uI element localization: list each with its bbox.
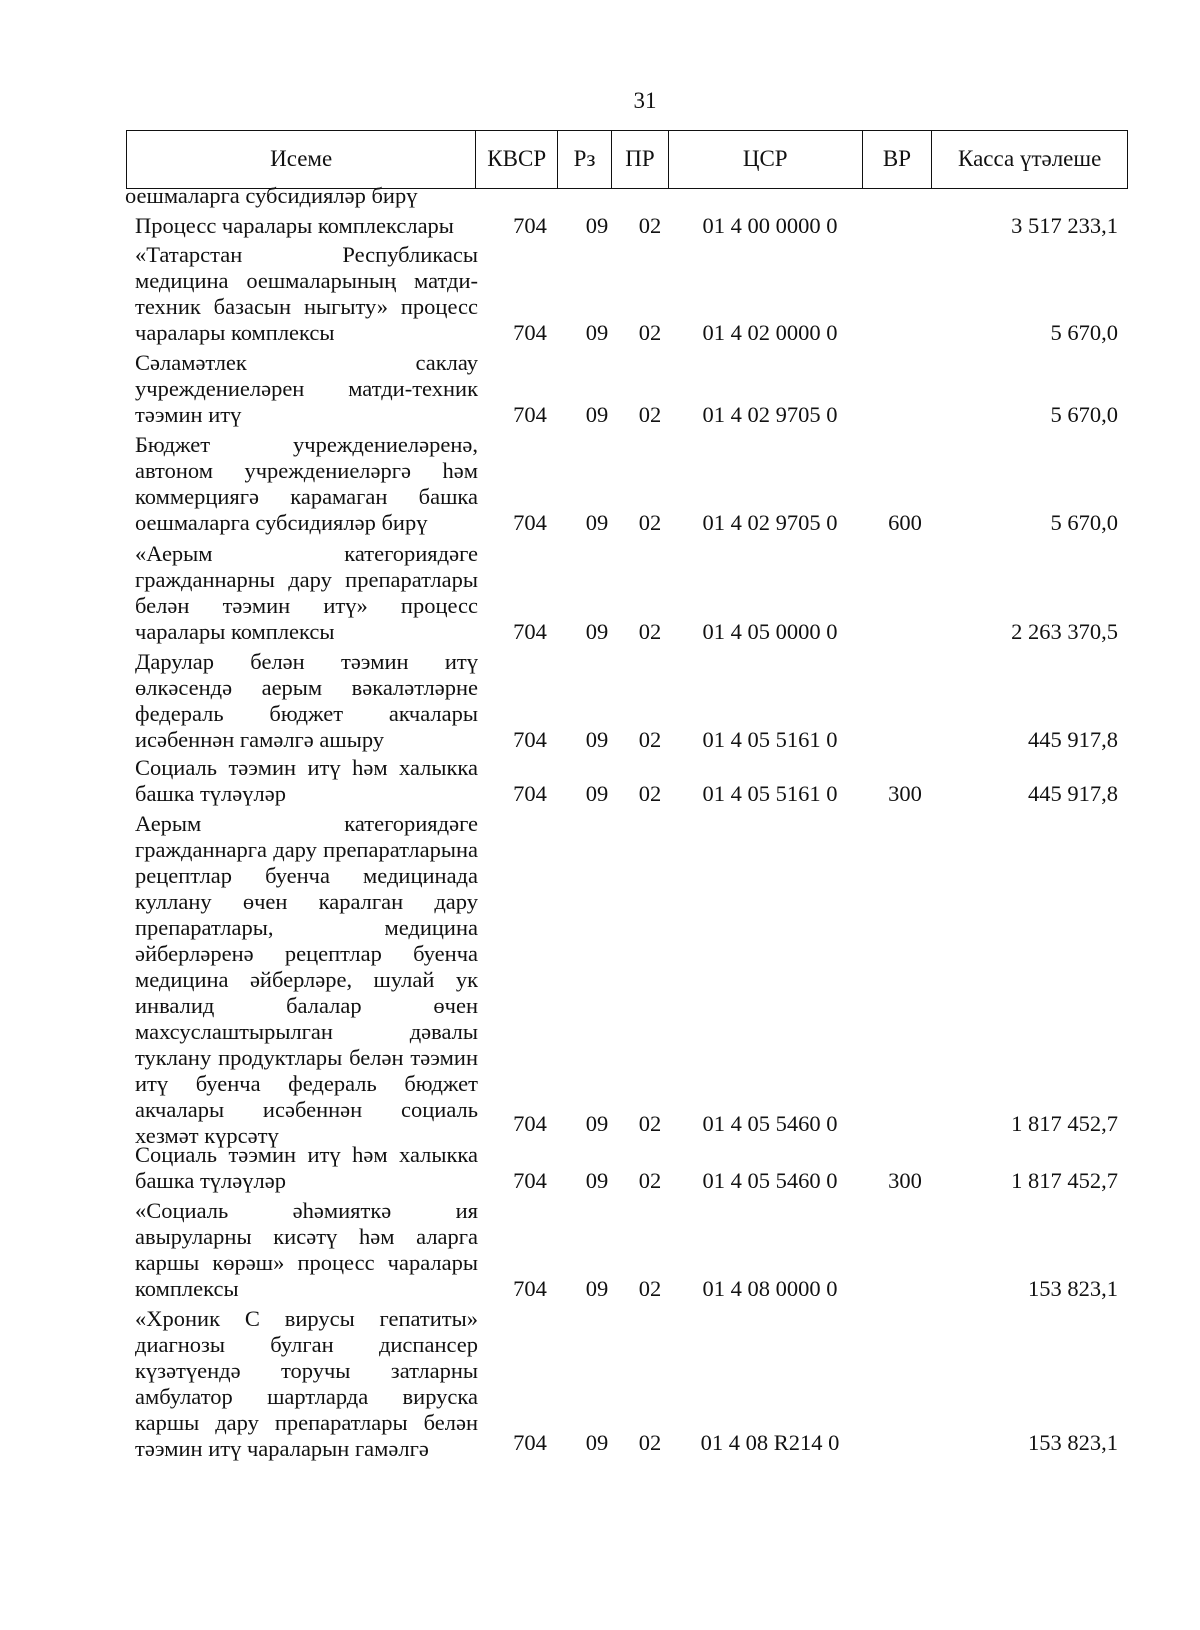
row-kvsr: 704 bbox=[513, 510, 547, 535]
row-kassa: 153 823,1 bbox=[1028, 1276, 1118, 1301]
row-kassa: 5 670,0 bbox=[1050, 320, 1118, 345]
header-kvsr: КВСР bbox=[476, 131, 558, 188]
row-kvsr: 704 bbox=[513, 1111, 547, 1136]
row-rz: 09 bbox=[585, 619, 609, 644]
row-kvsr: 704 bbox=[513, 727, 547, 752]
row-kvsr: 704 bbox=[513, 619, 547, 644]
page-number: 31 bbox=[633, 88, 657, 113]
row-vr: 300 bbox=[888, 781, 922, 806]
row-kassa: 1 817 452,7 bbox=[1011, 1168, 1118, 1193]
row-tsr: 01 4 05 5161 0 bbox=[702, 781, 838, 806]
header-pr: ПР bbox=[612, 131, 669, 188]
row-kassa: 5 670,0 bbox=[1050, 510, 1118, 535]
row-kvsr: 704 bbox=[513, 1430, 547, 1455]
row-kvsr: 704 bbox=[513, 1168, 547, 1193]
row-pr: 02 bbox=[638, 510, 662, 535]
row-tsr: 01 4 08 0000 0 bbox=[702, 1276, 838, 1301]
row-kassa: 445 917,8 bbox=[1028, 781, 1118, 806]
row-name: «Татарстан Республикасы медицина оешмаларының матди-техник базасын ныгыту» процесс чаралары комплексы bbox=[135, 242, 478, 345]
row-name: «Хроник С вирусы гепатиты» диагнозы булган диспансер күзәтүендә торучы затларны амбулатор шартларда вируска каршы дару препаратлары белән тәэмин итү чараларын гамәлгә bbox=[135, 1306, 478, 1461]
row-vr: 300 bbox=[888, 1168, 922, 1193]
row-pr: 02 bbox=[638, 1111, 662, 1136]
row-kassa: 5 670,0 bbox=[1050, 402, 1118, 427]
row-tsr: 01 4 05 5460 0 bbox=[702, 1111, 838, 1136]
row-pr: 02 bbox=[638, 1430, 662, 1455]
row-rz: 09 bbox=[585, 1168, 609, 1193]
row-name: Сәламәтлек саклау учреждениеләрен матди-техник тәэмин итү bbox=[135, 350, 478, 427]
row-kassa: 153 823,1 bbox=[1028, 1430, 1118, 1455]
row-kvsr: 704 bbox=[513, 213, 547, 238]
header-tsr: ЦСР bbox=[669, 131, 863, 188]
row-kvsr: 704 bbox=[513, 781, 547, 806]
header-kassa: Касса үтәлеше bbox=[958, 146, 1102, 172]
row-rz: 09 bbox=[585, 1111, 609, 1136]
row-name: Процесс чаралары комплекслары bbox=[135, 213, 454, 238]
row-rz: 09 bbox=[585, 402, 609, 427]
header-name: Исеме bbox=[127, 131, 476, 188]
row-kvsr: 704 bbox=[513, 1276, 547, 1301]
row-kassa: 2 263 370,5 bbox=[1011, 619, 1118, 644]
header-vr: ВР bbox=[863, 131, 933, 188]
row-rz: 09 bbox=[585, 213, 609, 238]
row-tsr: 01 4 02 0000 0 bbox=[702, 320, 838, 345]
row-name: Дарулар белән тәэмин итү өлкәсендә аерым вәкаләтләрне федераль бюджет акчалары исәбеннән гамәлгә ашыру bbox=[135, 649, 478, 752]
continuation-text: оешмаларга субсидияләр бирү bbox=[125, 183, 418, 208]
row-rz: 09 bbox=[585, 320, 609, 345]
row-rz: 09 bbox=[585, 1430, 609, 1455]
row-tsr: 01 4 08 R214 0 bbox=[700, 1430, 840, 1455]
row-pr: 02 bbox=[638, 781, 662, 806]
row-pr: 02 bbox=[638, 213, 662, 238]
header-rz: Рз bbox=[558, 131, 612, 188]
row-rz: 09 bbox=[585, 1276, 609, 1301]
row-kassa: 3 517 233,1 bbox=[1011, 213, 1118, 238]
row-kassa: 445 917,8 bbox=[1028, 727, 1118, 752]
row-name: Бюджет учреждениеләренә, автоном учреждениеләргә һәм коммерциягә карамаган башка оешмаларга субсидияләр бирү bbox=[135, 432, 478, 535]
row-pr: 02 bbox=[638, 619, 662, 644]
row-pr: 02 bbox=[638, 402, 662, 427]
row-pr: 02 bbox=[638, 727, 662, 752]
row-name: Аерым категориядәге гражданнарга дару препаратларына рецептлар буенча медицинада куллану өчен каралган дару препаратлары, медицина әйберләренә рецептлар буенча медицина әйберләре, шулай ук инвалид балалар өчен махсуслаштырылган дәвалы туклану продуктлары белән тәэмин итү буенча федераль бюджет акчалары исәбеннән социаль хезмәт күрсәтү bbox=[135, 811, 478, 1148]
row-name: Социаль тәэмин итү һәм халыкка башка түләүләр bbox=[135, 755, 478, 806]
row-rz: 09 bbox=[585, 727, 609, 752]
row-rz: 09 bbox=[585, 510, 609, 535]
row-rz: 09 bbox=[585, 781, 609, 806]
row-pr: 02 bbox=[638, 1276, 662, 1301]
row-name: «Аерым категориядәге гражданнарны дару препаратлары белән тәэмин итү» процесс чаралары комплексы bbox=[135, 541, 478, 644]
row-name: «Социаль әһәмияткә ия авыруларны кисәтү һәм аларга каршы көрәш» процесс чаралары комплексы bbox=[135, 1198, 478, 1301]
row-kassa: 1 817 452,7 bbox=[1011, 1111, 1118, 1136]
row-tsr: 01 4 02 9705 0 bbox=[702, 510, 838, 535]
row-kvsr: 704 bbox=[513, 402, 547, 427]
row-tsr: 01 4 02 9705 0 bbox=[702, 402, 838, 427]
row-vr: 600 bbox=[888, 510, 922, 535]
row-tsr: 01 4 00 0000 0 bbox=[702, 213, 838, 238]
row-kvsr: 704 bbox=[513, 320, 547, 345]
row-tsr: 01 4 05 5460 0 bbox=[702, 1168, 838, 1193]
row-tsr: 01 4 05 0000 0 bbox=[702, 619, 838, 644]
row-name: Социаль тәэмин итү һәм халыкка башка түләүләр bbox=[135, 1142, 478, 1193]
row-pr: 02 bbox=[638, 1168, 662, 1193]
row-pr: 02 bbox=[638, 320, 662, 345]
row-tsr: 01 4 05 5161 0 bbox=[702, 727, 838, 752]
